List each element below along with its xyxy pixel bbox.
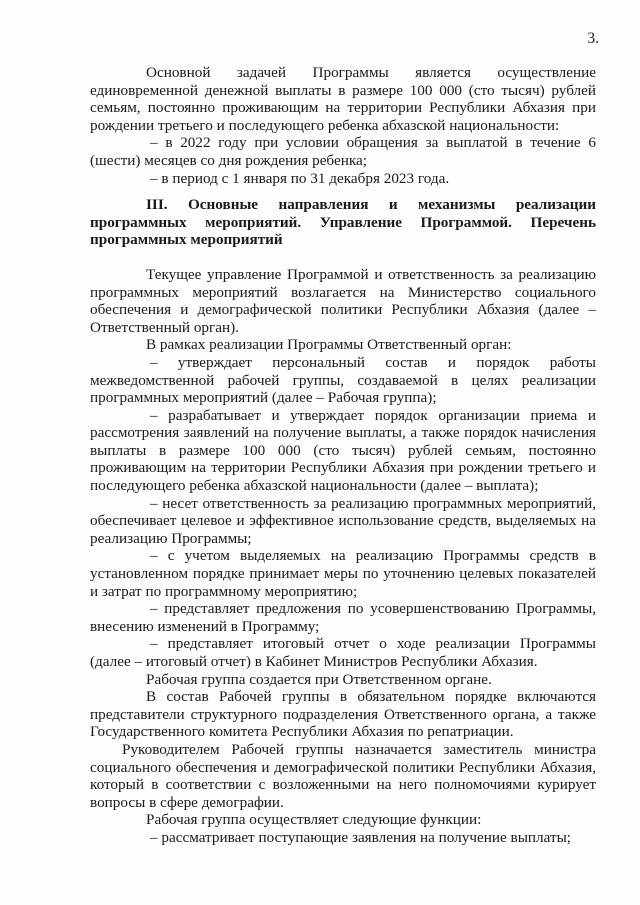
list-item-approves-group: – утверждает персональный состав и порядок работы межведомственной рабочей группы, создаваемой в целях реализации программных мероприятий (далее – Рабочая группа); bbox=[90, 353, 596, 407]
list-item-2022: – в 2022 году при условии обращения за выплатой в течение 6 (шести) месяцев со дня рождения ребенка; bbox=[90, 134, 596, 169]
document-body bbox=[90, 64, 596, 847]
list-item-clarifies-targets: – с учетом выделяемых на реализацию Программы средств в установленном порядке принимает меры по уточнению целевых показателей и затрат по программному мероприятию; bbox=[90, 547, 596, 600]
page-number: 3. bbox=[587, 30, 599, 47]
paragraph-group-leader: Руководителем Рабочей группы назначается заместитель министра социального обеспечения и демографической политики Республики Абхазия, который в соответствии с возложенными на него полномочиями курирует вопросы в сфере демографии. bbox=[90, 740, 596, 811]
paragraph-responsible-body: В рамках реализации Программы Ответственный орган: bbox=[146, 336, 512, 354]
paragraph-group-composition: В состав Рабочей группы в обязательном порядке включаются представители структурного подразделения Ответственного органа, а также Государственного комитета Республики Абхазия по репатриации. bbox=[90, 688, 596, 741]
paragraph-group-functions: Рабочая группа осуществляет следующие функции: bbox=[146, 811, 482, 829]
paragraph-group-created: Рабочая группа создается при Ответственном органе. bbox=[146, 670, 492, 688]
paragraph-main-task: Основной задачей Программы является осуществление единовременной денежной выплаты в размере 100 000 (сто тысяч) рублей семьям, постоянно проживающим на территории Республики Абхазия при рождении третьего и последующего ребенка абхазской национальности: bbox=[90, 64, 596, 134]
list-item-reviews-applications: – рассматривает поступающие заявления на получение выплаты; bbox=[150, 828, 572, 846]
section-heading: III. Основные направления и механизмы реализации программных мероприятий. Управление Программой. Перечень программных мероприятий bbox=[90, 196, 596, 249]
paragraph-current-management: Текущее управление Программой и ответственность за реализацию программных мероприятий возлагается на Министерство социального обеспечения и демографической политики Республики Абхазия (далее – Ответственный орган). bbox=[90, 265, 596, 336]
list-item-2023: – в период с 1 января по 31 декабря 2023 года. bbox=[150, 169, 450, 187]
list-item-develops-procedure: – разрабатывает и утверждает порядок организации приема и рассмотрения заявлений на получение выплаты, а также порядок начисления выплаты в размере 100 000 (сто тысяч) рублей семьям, постоянно проживающим на территории Республики Абхазия при рождении третьего и последующего ребенка абхазской национальности (далее – выплата); bbox=[90, 406, 596, 495]
list-item-final-report: – представляет итоговый отчет о ходе реализации Программы (далее – итоговый отчет) в Кабинет Министров Республики Абхазия. bbox=[90, 635, 596, 670]
list-item-responsibility: – несет ответственность за реализацию программных мероприятий, обеспечивает целевое и эффективное использование средств, выделяемых на реализацию Программы; bbox=[90, 494, 596, 547]
list-item-proposals: – представляет предложения по усовершенствованию Программы, внесению изменений в Программу; bbox=[90, 600, 596, 635]
